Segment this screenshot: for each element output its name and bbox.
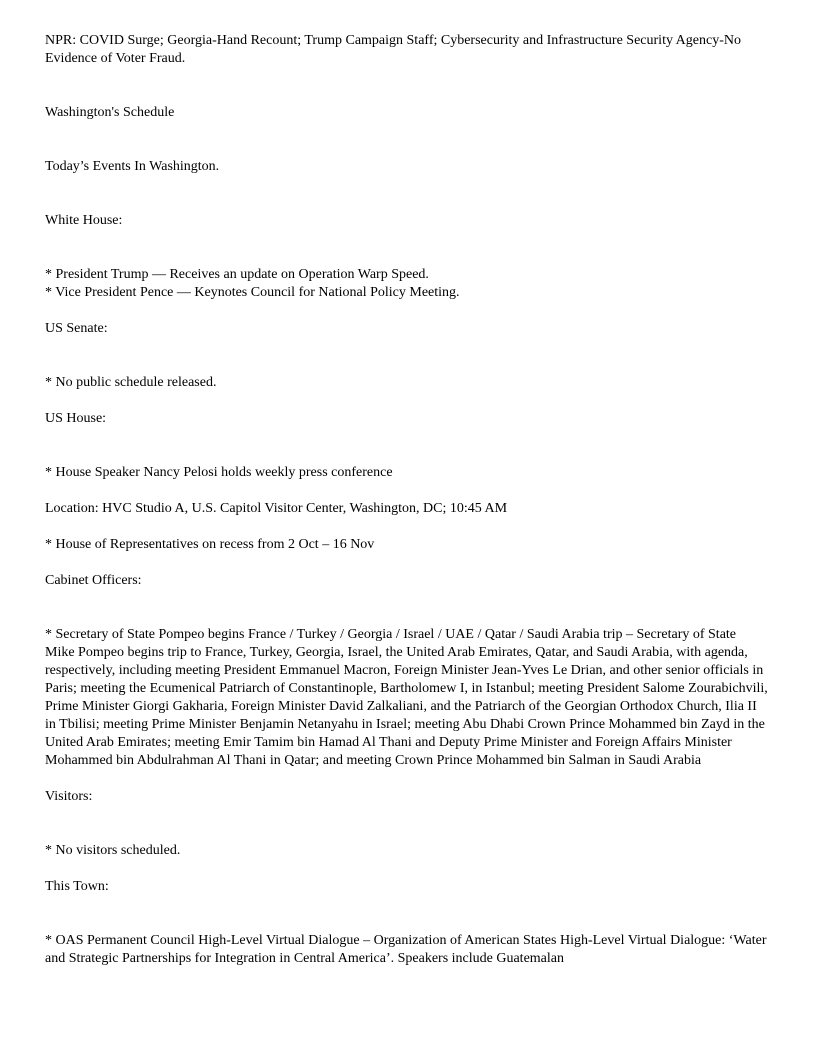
event-president-trump: * President Trump — Receives an update on Operation Warp Speed. bbox=[45, 267, 429, 282]
section-heading-us-house: US House: bbox=[45, 411, 107, 426]
section-heading-visitors: Visitors: bbox=[45, 789, 93, 804]
section-heading-cabinet-officers: Cabinet Officers: bbox=[45, 573, 142, 588]
event-pelosi-location: Location: HVC Studio A, U.S. Capitol Visitor Center, Washington, DC; 10:45 AM bbox=[45, 501, 508, 516]
doc-subtitle: Today’s Events In Washington. bbox=[45, 159, 220, 174]
event-visitors-none: * No visitors scheduled. bbox=[45, 843, 181, 858]
event-pompeo-trip: * Secretary of State Pompeo begins France / Turkey / Georgia / Israel / UAE / Qatar / Saudi Arabia trip – Secretary of State Mike Pompeo begins trip to France, Turkey, Georgia, Israel, the United Arab Emirates, Qatar, and Saudi Arabia, with agenda, respectively, including meeting President Emmanuel Macron, Foreign Minister Jean-Yves Le Drian, and other senior officials in Paris; meeting the Ecumenical Patriarch of Constantinople, Bartholomew I, in Istanbul; meeting President Salome Zourabichvili, Prime Minister Giorgi Gakharia, Foreign Minister David Zalkaliani, and the Patriarch of the Georgian Orthodox Church, Ilia II in Tbilisi; meeting Prime Minister Benjamin Netanyahu in Israel; meeting Abu Dhabi Crown Prince Mohammed bin Zayd in the United Arab Emirates; meeting Emir Tamim bin Hamad Al Thani and Deputy Prime Minister and Foreign Affairs Minister Mohammed bin Abdulrahman Al Thani in Qatar; and meeting Crown Prince Mohammed bin Salman in Saudi Arabia bbox=[45, 627, 768, 768]
event-vice-president-pence: * Vice President Pence — Keynotes Council for National Policy Meeting. bbox=[45, 285, 460, 300]
event-pelosi-press-conference: * House Speaker Nancy Pelosi holds weekly press conference bbox=[45, 465, 393, 480]
section-heading-white-house: White House: bbox=[45, 213, 123, 228]
event-senate-none: * No public schedule released. bbox=[45, 375, 217, 390]
news-summary-line: NPR: COVID Surge; Georgia-Hand Recount; Trump Campaign Staff; Cybersecurity and Infrastructure Security Agency-No Evidence of Voter Fraud. bbox=[45, 33, 741, 66]
section-heading-this-town: This Town: bbox=[45, 879, 109, 894]
event-oas-dialogue: * OAS Permanent Council High-Level Virtual Dialogue – Organization of American States High-Level Virtual Dialogue: ‘Water and Strategic Partnerships for Integration in Central America’. Speakers include Guatemalan bbox=[45, 933, 767, 966]
event-house-recess: * House of Representatives on recess from 2 Oct – 16 Nov bbox=[45, 537, 375, 552]
doc-title: Washington's Schedule bbox=[45, 105, 175, 120]
section-heading-us-senate: US Senate: bbox=[45, 321, 108, 336]
